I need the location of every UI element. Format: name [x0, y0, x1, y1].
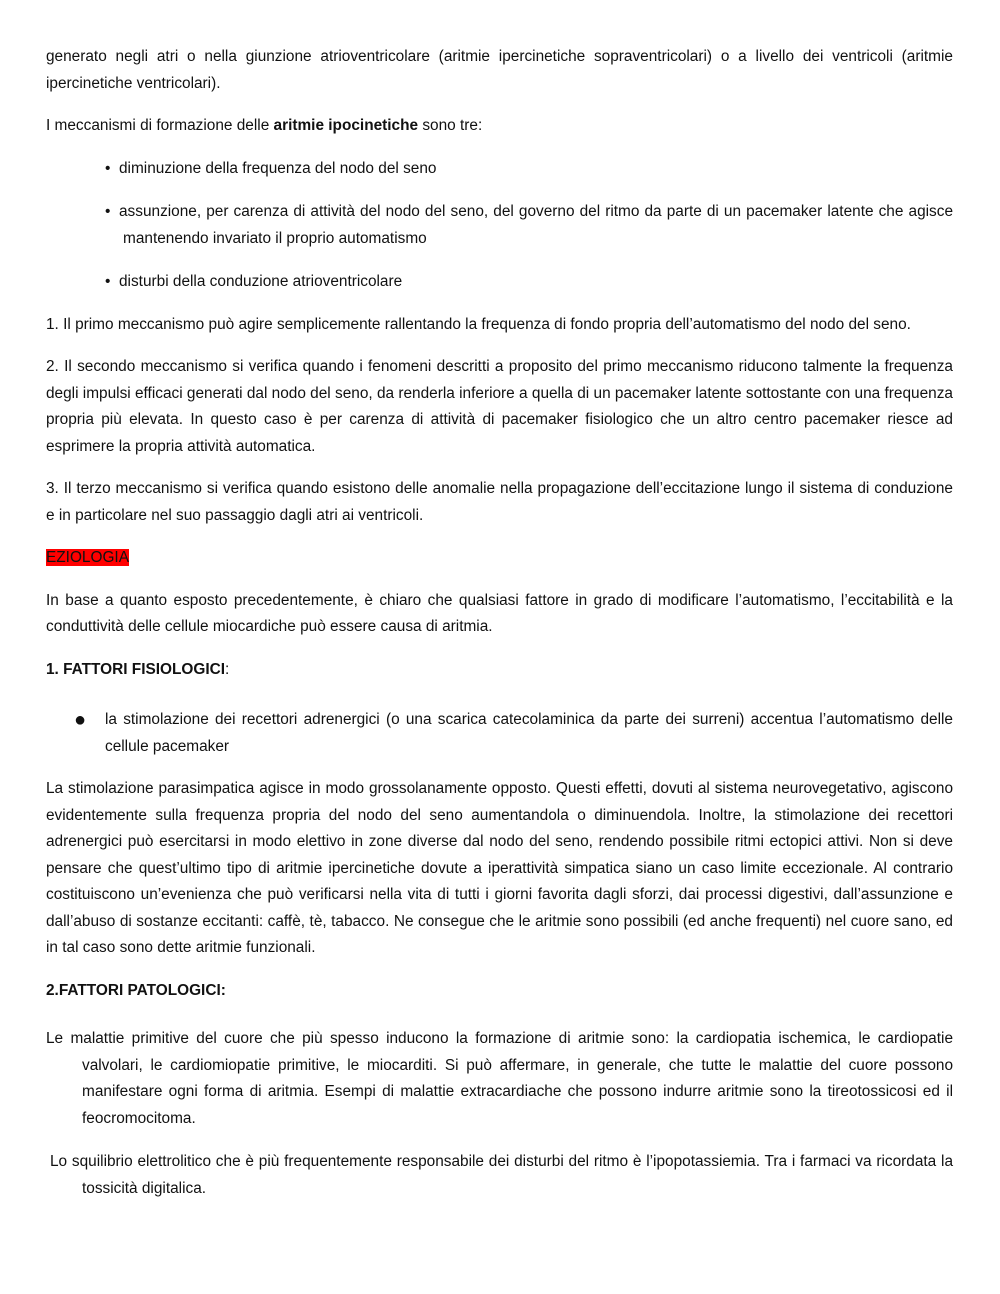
paragraph-mechanism-3: 3. Il terzo meccanismo si verifica quando esistono delle anomalie nella propagazione dell’eccitazione lungo il sistema di conduzione e in particolare nel suo passaggio dagli atri ai ventricoli. [46, 480, 953, 524]
intro-continuation: generato negli atri o nella giunzione atrioventricolare (aritmie ipercinetiche sopraventricolari) o a livello dei ventricoli (aritmie ipercinetiche ventricolari). [46, 48, 953, 92]
bullet-icon: • [105, 203, 111, 220]
paragraph-mechanism-1: 1. Il primo meccanismo può agire semplicemente rallentando la frequenza di fondo propria dell’automatismo del nodo del seno. [46, 315, 911, 333]
list-item-text: disturbi della conduzione atrioventricolare [119, 273, 403, 290]
mechanisms-intro [46, 113, 953, 140]
paragraph-squilibrio: Lo squilibrio elettrolitico che è più frequentemente responsabile dei disturbi del ritmo è l’ipopotassiemia. Tra i farmaci va ricordata la tossicità digitalica. [50, 1153, 953, 1197]
mechanisms-intro-post: sono tre: [418, 117, 483, 134]
mechanisms-intro-pre: I meccanismi di formazione delle [46, 117, 274, 134]
mechanisms-list [46, 156, 953, 296]
heading-bold: 1. FATTORI FISIOLOGICI [46, 660, 225, 678]
eziologia-intro: In base a quanto esposto precedentemente, è chiaro che qualsiasi fattore in grado di modificare l’automatismo, l’eccitabilità e la conduttività delle cellule miocardiche può essere causa di aritmia. [46, 591, 953, 635]
list-item [46, 707, 953, 760]
bullet-icon: ● [74, 709, 87, 731]
list-item-text: assunzione, per carenza di attività del nodo del seno, del governo del ritmo da parte di un pacemaker latente che agisce mantenendo invariato il proprio automatismo [119, 203, 953, 247]
paragraph-malattie: Le malattie primitive del cuore che più spesso inducono la formazione di aritmie sono: la cardiopatia ischemica, le cardiopatie valvolari, le cardiomiopatie primitive, le miocarditi. Si può affermare, in generale, che tutte le malattie del cuore possono manifestare ogni forma di aritmia. Esempi di malattie extracardiache che possono indurre aritmie sono la tireotossicosi ed il feocromocitoma. [46, 1030, 953, 1127]
bullet-icon: • [105, 273, 111, 290]
heading-fattori-patologici [46, 978, 953, 1005]
list-item-text: diminuzione della frequenza del nodo del seno [119, 159, 437, 177]
heading-fattori-fisiologici [46, 657, 953, 684]
document-page [46, 44, 953, 1202]
list-item [46, 269, 953, 296]
paragraph-mechanism-2: 2. Il secondo meccanismo si verifica quando i fenomeni descritti a proposito del primo meccanismo riducono talmente la frequenza degli impulsi efficaci generati dal nodo del seno, da renderla inferiore a quella di un pacemaker latente sottostante con una frequenza propria più elevata. In questo caso è per carenza di attività di pacemaker fisiologico che un altro centro pacemaker riesce ad esprimere la propria attività automatica. [46, 358, 953, 455]
highlighted-heading: EZIOLOGIA [46, 549, 129, 566]
section-heading-eziologia [46, 545, 953, 572]
list-item [46, 156, 953, 183]
heading-colon: : [225, 660, 230, 678]
list-item-text: la stimolazione dei recettori adrenergici (o una scarica catecolaminica da parte dei surreni) accentua l’automatismo delle cellule pacemaker [105, 711, 953, 755]
list-item [46, 199, 953, 252]
bullet-icon: • [105, 159, 111, 177]
paragraph-parasimpatica: La stimolazione parasimpatica agisce in modo grossolanamente opposto. Questi effetti, dovuti al sistema neurovegetativo, agiscono evidentemente sulla frequenza propria del nodo del seno aumentandola o diminuendola. Inoltre, la stimolazione dei recettori adrenergici può esercitarsi in modo elettivo in zone diverse dal nodo del seno, rendendo possibile ritmi ectopici attivi. Non si deve pensare che quest’ultimo tipo di aritmie ipercinetiche dovute a iperattività simpatica siano un caso limite eccezionale. Al contrario costituiscono un’evenienza che può verificarsi nella vita di tutti i giorni favorita dagli sforzi, dai processi digestivi, dall’assunzione e dall’abuso di sostanze eccitanti: caffè, tè, tabacco. Ne consegue che le aritmie sono possibili (ed anche frequenti) nel cuore sano, ed in tal caso sono dette aritmie funzionali. [46, 780, 953, 956]
mechanisms-intro-bold: aritmie ipocinetiche [273, 117, 419, 134]
heading-bold: 2.FATTORI PATOLOGICI: [46, 981, 226, 999]
